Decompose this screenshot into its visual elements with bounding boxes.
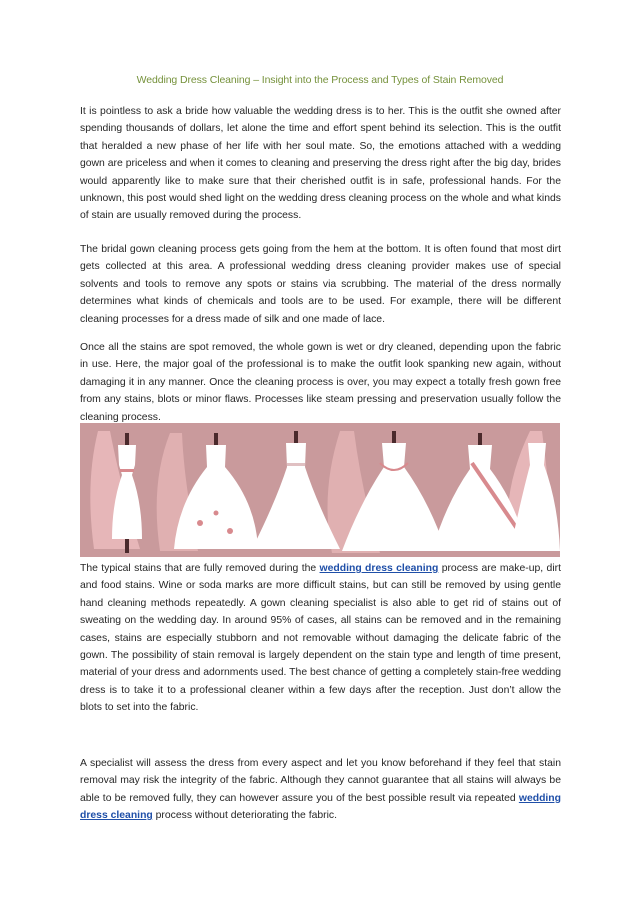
document-title: Wedding Dress Cleaning – Insight into the Process and Types of Stain Removed bbox=[136, 74, 504, 86]
wedding-dress-cleaning-link-2[interactable]: wedding dress cleaning bbox=[80, 792, 561, 822]
paragraph-process-start: The bridal gown cleaning process gets going from the hem at the bottom. It is often found that most dirt gets collected at this area. A professional wedding dress cleaning provider makes use of special solvents and tools to remove any spots or stains via scrubbing. The material of the dress normally determines what kinds of chemicals and tools are to be used. For example, there will be different cleaning processes for a dress made of silk and one made of lace. bbox=[80, 244, 561, 325]
paragraph-typical-stains-text-after: process are make-up, dirt and food stains. Wine or soda marks are more difficult stains, but can still be removed by using gentle hand cleaning methods repeatedly. A gown cleaning specialist is also able to get rid of stains out of sweating on the wedding day. In around 95% of cases, all stains can be removed and in the remaining cases, stains are especially stubborn and not removable without damaging the delicate fabric of the gown. The possibility of stain removal is largely dependent on the stain type and length of time present, material of your dress and adornments used. The best chance of getting a completely stain-free wedding dress is to take it to a professional cleaner within a few days after the reception. Just don’t allow the blots to set into the fabric. bbox=[80, 563, 561, 714]
wedding-dress-cleaning-link-1[interactable]: wedding dress cleaning bbox=[319, 563, 439, 574]
paragraph-typical-stains bbox=[80, 560, 561, 717]
paragraph-specialist-text-after: process without deteriorating the fabric. bbox=[152, 810, 338, 822]
paragraph-specialist bbox=[80, 755, 561, 825]
paragraph-intro: It is pointless to ask a bride how valuable the wedding dress is to her. This is the outfit she owned after spending thousands of dollars, let alone the time and effort spent behind its selection. This is the outfit that heralded a new phase of her life with her soul mate. So, the emotions attached with a wedding gown are priceless and when it comes to cleaning and preserving the dress right after the big day, brides would apparently like to make sure that their cherished outfit is in safe, professional hands. For the unknown, this post would shed light on the wedding dress cleaning process on the whole and what kinds of stain are usually removed during the process. bbox=[80, 106, 561, 222]
wedding-dresses-illustration bbox=[80, 423, 560, 557]
paragraph-cleaning: Once all the stains are spot removed, the whole gown is wet or dry cleaned, depending upon the fabric in use. Here, the major goal of the professional is to make the outfit look spanking new again, without damaging it in any manner. Once the cleaning process is over, you may expect a totally fresh gown free from any stains, blots or minor flaws. Processes like steam pressing and preservation usually follow the cleaning process. bbox=[80, 342, 561, 423]
paragraph-specialist-text-before: A specialist will assess the dress from every aspect and let you know beforehand if they feel that stain removal may risk the integrity of the fabric. Although they cannot guarantee that all stains will always be able to be removed fully, they can however assure you of the best possible result via repeated bbox=[80, 758, 561, 804]
paragraph-typical-stains-text-before: The typical stains that are fully removed during the bbox=[80, 563, 320, 574]
dresses-svg bbox=[80, 423, 560, 557]
